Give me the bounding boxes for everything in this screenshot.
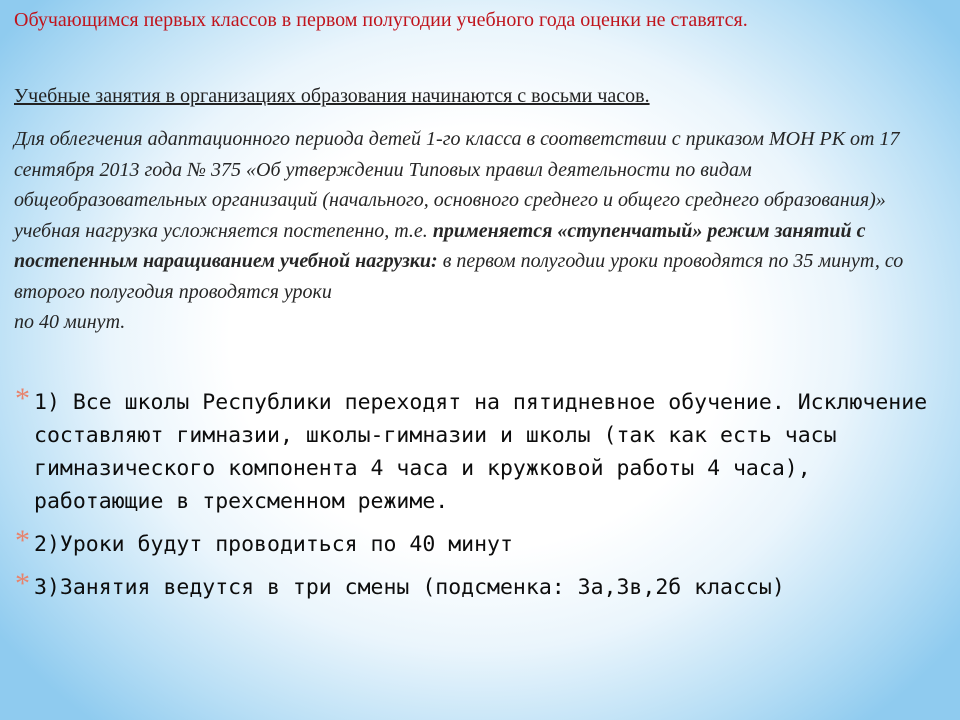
adaptation-text-bold: применяется «ступенчатый» режим занятий с постепенным наращиванием учебной нагрузки: xyxy=(14,219,866,272)
bullet-list xyxy=(14,382,934,604)
bullet-text: 3)Занятия ведутся в три смены (подсменка: 3а,3в,2б классы) xyxy=(34,575,785,600)
adaptation-text-3: по 40 минут. xyxy=(14,311,126,333)
bullet-text: 2)Уроки будут проводиться по 40 минут xyxy=(34,532,513,557)
asterisk-bullet-icon: * xyxy=(15,382,30,415)
asterisk-bullet-icon: * xyxy=(15,524,30,557)
bullet-item xyxy=(14,382,934,518)
bullet-text: 1) Все школы Республики переходят на пятидневное обучение. Исключение составляют гимназии, школы-гимназии и школы (так как есть часы гимназического компонента 4 часа и кружковой работы 4 часа), работающие в трехсменном режиме. xyxy=(34,390,928,514)
grading-note: Обучающимся первых классов в первом полугодии учебного года оценки не ставятся. xyxy=(14,9,748,31)
adaptation-text-2: в первом полугодии уроки проводятся по 35 минут, со второго полугодия проводятся уроки xyxy=(14,250,904,303)
adaptation-text-1: Для облегчения адаптационного периода детей 1-го класса в соответствии с приказом МОН РК от 17 сентября 2013 года № 375 «Об утверждении Типовых правил деятельности по видам общеобразовательных организаций (начального, основного среднего и общего среднего образования)» учебная нагрузка усложняется постепенно, т.е. xyxy=(14,128,900,242)
bullet-item xyxy=(14,567,934,604)
bullet-item xyxy=(14,524,934,561)
start-time-note: Учебные занятия в организациях образования начинаются с восьми часов. xyxy=(14,85,650,107)
adaptation-paragraph xyxy=(14,124,942,338)
asterisk-bullet-icon: * xyxy=(15,567,30,600)
